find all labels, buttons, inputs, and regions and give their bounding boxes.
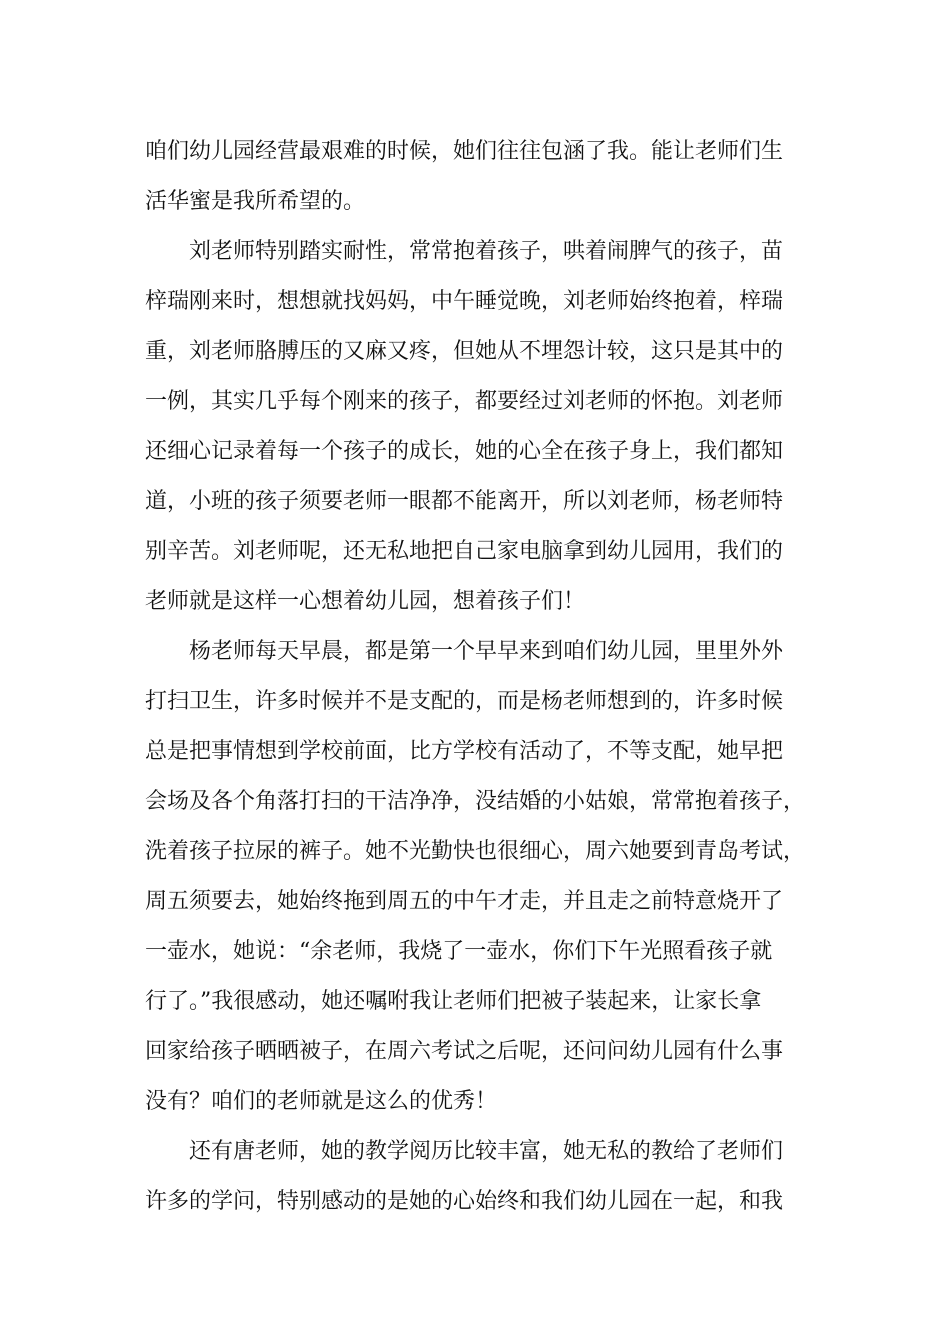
text-line: 周五须要去，她始终拖到周五的中午才走，并且走之前特意烧开了	[145, 889, 784, 914]
text-line: 别辛苦。刘老师呢，还无私地把自己家电脑拿到幼儿园用，我们的	[145, 539, 784, 564]
text-line: 重，刘老师胳膊压的又麻又疼，但她从不埋怨计较，这只是其中的	[145, 339, 784, 364]
text-line: 会场及各个角落打扫的干洁净净，没结婚的小姑娘，常常抱着孩子，	[145, 789, 806, 814]
text-line: 总是把事情想到学校前面，比方学校有活动了，不等支配，她早把	[145, 739, 784, 764]
text-line: 梓瑞刚来时，想想就找妈妈，中午睡觉晚，刘老师始终抱着，梓瑞	[145, 289, 784, 314]
text-line: 活华蜜是我所希望的。	[145, 189, 366, 214]
text-line: 一壶水，她说：“余老师，我烧了一壶水，你们下午光照看孩子就	[145, 939, 773, 964]
paragraph-start-line: 刘老师特别踏实耐性，常常抱着孩子，哄着闹脾气的孩子，苗	[189, 239, 784, 264]
text-line: 道，小班的孩子须要老师一眼都不能离开，所以刘老师，杨老师特	[145, 489, 784, 514]
text-line: 回家给孩子晒晒被子，在周六考试之后呢，还问问幼儿园有什么事	[145, 1039, 784, 1064]
text-line: 许多的学问，特别感动的是她的心始终和我们幼儿园在一起，和我	[145, 1189, 784, 1214]
text-line: 没有？咱们的老师就是这么的优秀！	[145, 1089, 498, 1114]
paragraph-start-line: 还有唐老师，她的教学阅历比较丰富，她无私的教给了老师们	[189, 1139, 784, 1164]
text-line: 打扫卫生，许多时候并不是支配的，而是杨老师想到的，许多时候	[145, 689, 784, 714]
paragraph-start-line: 杨老师每天早晨，都是第一个早早来到咱们幼儿园，里里外外	[189, 639, 784, 664]
text-line: 洗着孩子拉尿的裤子。她不光勤快也很细心，周六她要到青岛考试，	[145, 839, 806, 864]
text-line: 咱们幼儿园经营最艰难的时候，她们往往包涵了我。能让老师们生	[145, 139, 784, 164]
body-text	[145, 127, 810, 1227]
text-line: 老师就是这样一心想着幼儿园，想着孩子们！	[145, 589, 586, 614]
text-line: 还细心记录着每一个孩子的成长，她的心全在孩子身上，我们都知	[145, 439, 784, 464]
text-line: 行了。”我很感动，她还嘱咐我让老师们把被子装起来，让家长拿	[145, 989, 762, 1014]
text-line: 一例，其实几乎每个刚来的孩子，都要经过刘老师的怀抱。刘老师	[145, 389, 784, 414]
